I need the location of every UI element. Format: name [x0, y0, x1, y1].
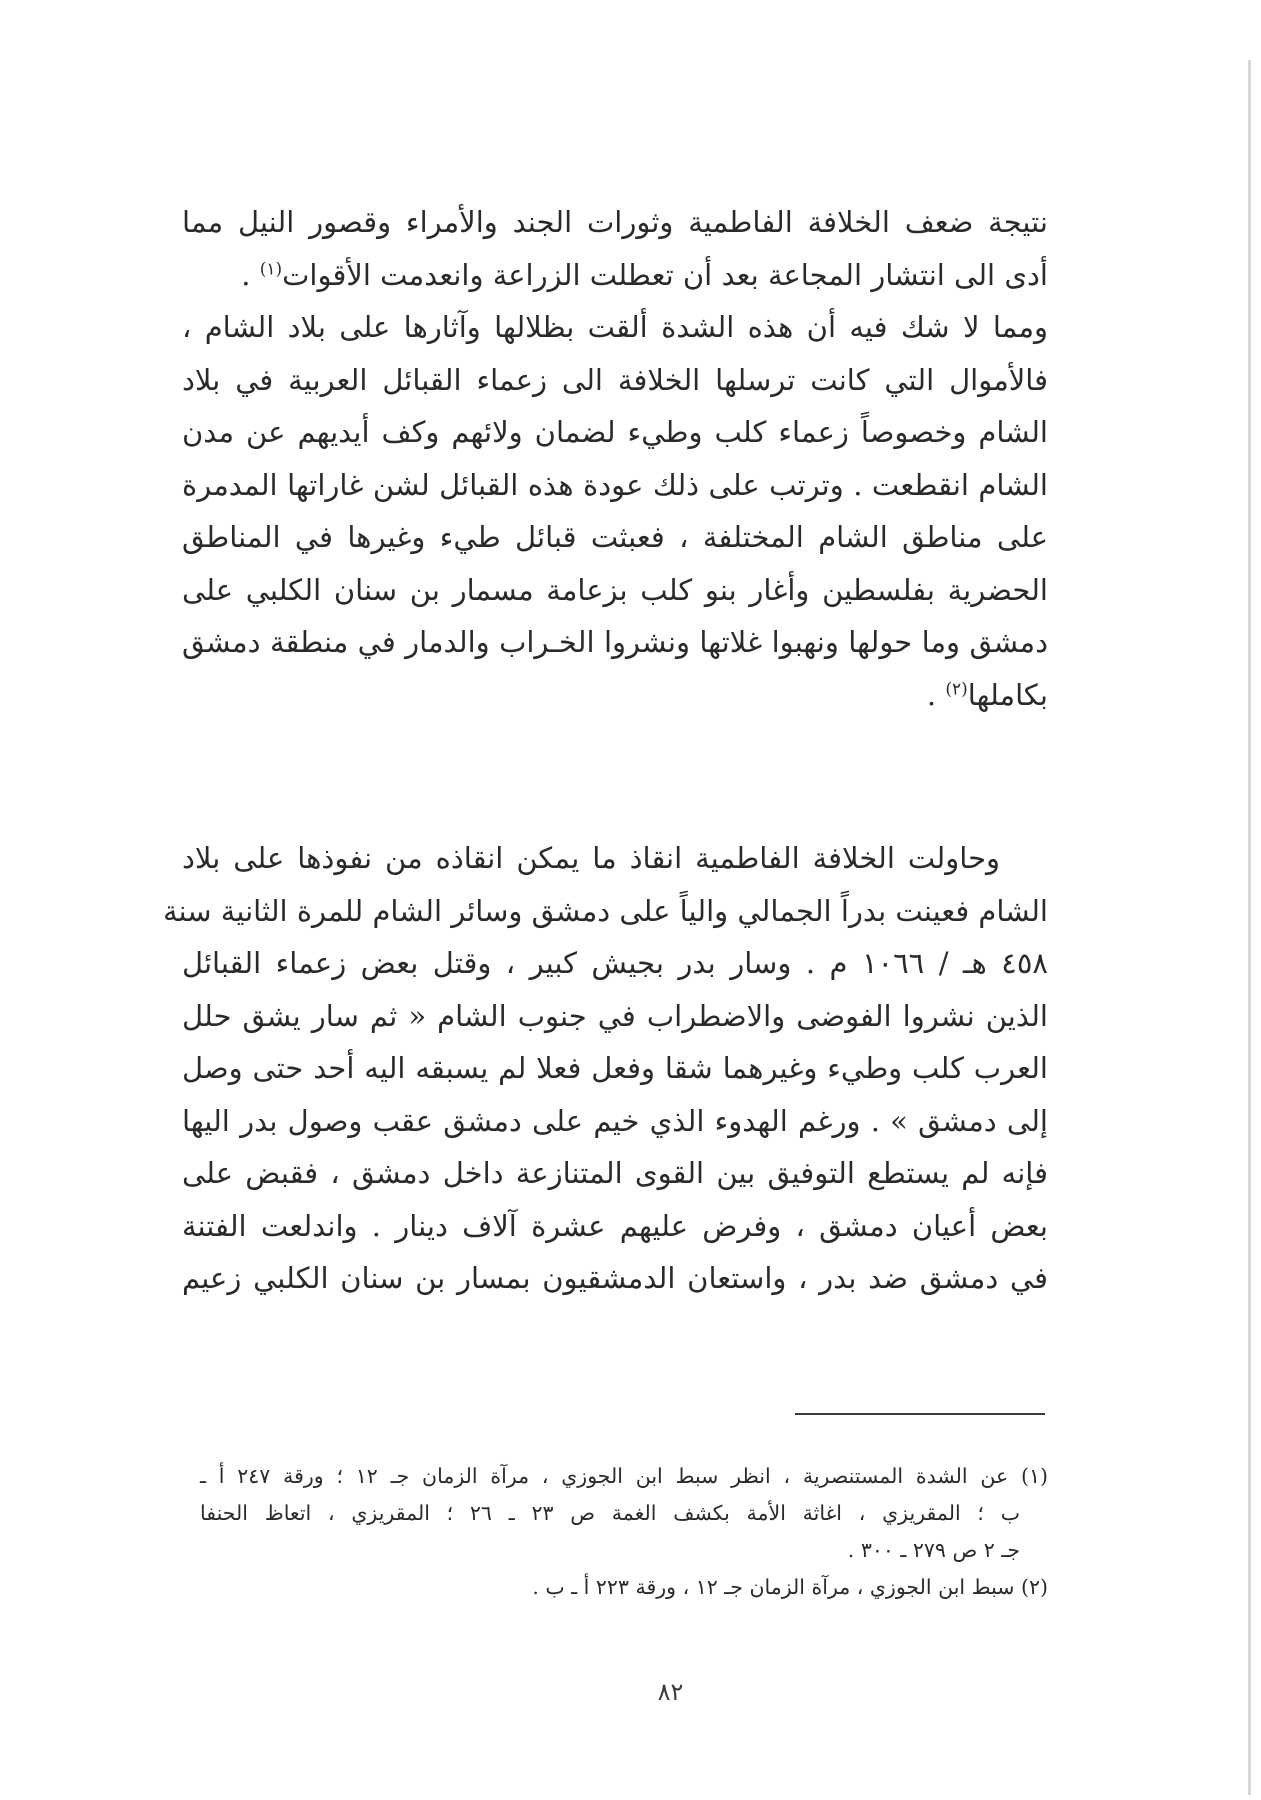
text-line: في دمشق ضد بدر ، واستعان الدمشقيون بمسار بن سنان الكلبي زعيم	[182, 1261, 1048, 1295]
text-line: الشام فعينت بدراً الجمالي والياً على دمشق وسائر الشام للمرة الثانية سنة	[162, 893, 1048, 928]
footnote-2-line: (٢) سبط ابن الجوزي ، مرآة الزمان جـ ١٢ ، ورقة ٢٢٣ أ ـ ب .	[532, 1575, 1048, 1599]
text-line: ٤٥٨ هـ / ١٠٦٦ م . وسار بدر بجيش كبير ، وقتل بعض زعماء القبائل	[182, 946, 1048, 980]
footnote-1-line: جـ ٢ ص ٢٧٩ ـ ٣٠٠ .	[847, 1538, 1020, 1562]
text-line: فإنه لم يستطع التوفيق بين القوى المتنازعة داخل دمشق ، فقبض على	[182, 1156, 1048, 1190]
footnotes	[200, 1458, 1048, 1606]
text-line	[182, 669, 1048, 722]
text-line: نتيجة ضعف الخلافة الفاطمية وثورات الجند والأمراء وقصور النيل مما	[182, 205, 1048, 239]
text-line: ومما لا شك فيه أن هذه الشدة ألقت بظلالها وآثارها على بلاد الشام ،	[182, 310, 1048, 344]
paragraph-1	[182, 196, 1048, 721]
text-line: دمشق وما حولها ونهبوا غلاتها ونشروا الخـراب والدمار في منطقة دمشق	[182, 625, 1048, 659]
footnote-ref-2[interactable]: (٢)	[945, 678, 968, 699]
footnote-1-line: (١) عن الشدة المستنصرية ، انظر سبط ابن الجوزي ، مرآة الزمان جـ ١٢ ؛ ورقة ٢٤٧ أ ـ	[200, 1464, 1048, 1488]
text-line: فالأموال التي كانت ترسلها الخلافة الى زعماء القبائل العربية في بلاد	[182, 362, 1048, 397]
text-line: الشام وخصوصاً زعماء كلب وطيء لضمان ولائهم وكف أيديهم عن مدن	[182, 415, 1048, 449]
text-line: الشام انقطعت . وترتب على ذلك عودة هذه القبائل لشن غاراتها المدمرة	[182, 467, 1048, 502]
footnote-separator	[795, 1413, 1045, 1415]
text-line: إلى دمشق » . ورغم الهدوء الذي خيم على دمشق عقب وصول بدر اليها	[182, 1103, 1048, 1138]
text-line: وحاولت الخلافة الفاطمية انقاذ ما يمكن انقاذه من نفوذها على بلاد	[182, 841, 1000, 875]
line-tail: .	[926, 677, 946, 712]
text-line: الذين نشروا الفوضى والاضطراب في جنوب الشام « ثم سار يشق حلل	[182, 998, 1048, 1033]
page-edge-shadow	[1248, 60, 1251, 1795]
text-line	[182, 249, 1048, 302]
text-line-content: أدى الى انتشار المجاعة بعد أن تعطلت الزراعة وانعدمت الأقوات	[282, 257, 1048, 292]
paragraph-2	[162, 832, 1048, 1305]
page-number	[0, 1678, 1261, 1706]
text-line: بعض أعيان دمشق ، وفرض عليهم عشرة آلاف دينار . واندلعت الفتنة	[182, 1208, 1048, 1243]
text-line: العرب كلب وطيء وغيرهما شقا وفعل فعلا لم يسبقه اليه أحد حتى وصل	[182, 1051, 1048, 1085]
text-line: الحضرية بفلسطين وأغار بنو كلب بزعامة مسمار بن سنان الكلبي على	[182, 572, 1048, 607]
page-number-text: ٨٢	[657, 1678, 684, 1706]
footnote-ref-1[interactable]: (١)	[259, 258, 283, 279]
text-line: على مناطق الشام المختلفة ، فعبثت قبائل طيء وغيرها في المناطق	[182, 520, 1048, 554]
line-tail: .	[241, 257, 260, 292]
footnote-1-line: ب ؛ المقريزي ، اغاثة الأمة بكشف الغمة ص ٢٣ ـ ٢٦ ؛ المقريزي ، اتعاظ الحنفا	[200, 1501, 1020, 1525]
text-line-content: بكاملها	[967, 677, 1048, 712]
